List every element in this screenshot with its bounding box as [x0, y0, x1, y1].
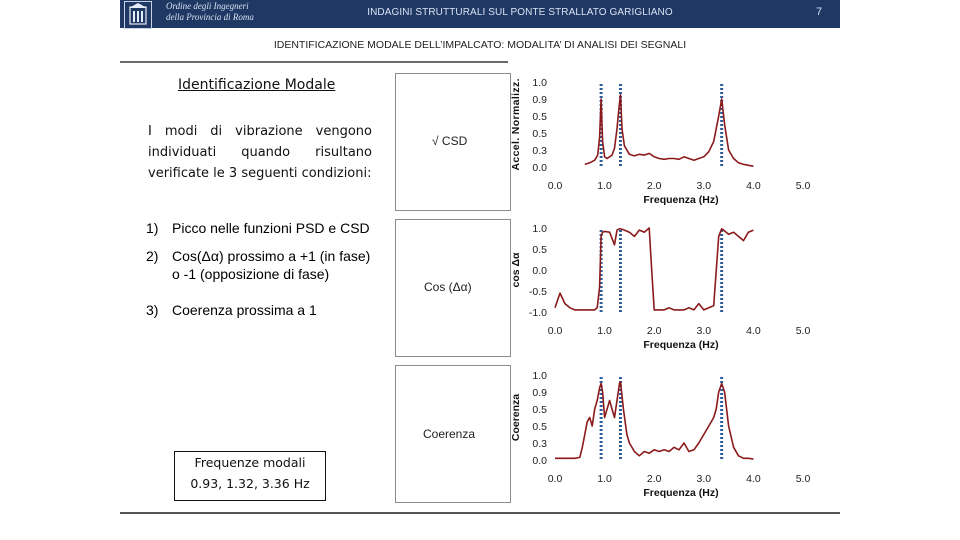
series-line — [555, 382, 753, 459]
y-tick-label: 0.3 — [532, 145, 547, 157]
x-tick-label: 5.0 — [795, 473, 811, 485]
x-axis-title: Frequenza (Hz) — [643, 487, 719, 499]
y-tick-label: 0.5 — [532, 244, 547, 256]
x-tick-label: 5.0 — [795, 180, 811, 192]
x-tick-label: 5.0 — [795, 325, 811, 337]
x-tick-label: 3.0 — [696, 180, 712, 192]
x-tick-label: 1.0 — [597, 473, 612, 485]
section-title: Identificazione Modale — [178, 77, 336, 93]
y-tick-label: 0.5 — [532, 128, 547, 140]
x-tick-label: 0.0 — [547, 180, 563, 192]
item-text: Picco nelle funzioni PSD e CSD — [172, 220, 370, 236]
y-tick-label: 0.0 — [532, 265, 547, 277]
item-text: Coerenza prossima a 1 — [172, 302, 317, 318]
item-text: Cos(Δα) prossimo a +1 (in fase) o -1 (opposizione di fase) — [172, 248, 371, 282]
presentation-title: INDAGINI STRUTTURALI SUL PONTE STRALLATO GARIGLIANO — [367, 7, 673, 18]
page-number: 7 — [816, 6, 823, 18]
y-tick-label: 0.9 — [532, 387, 547, 399]
x-tick-label: 4.0 — [746, 325, 761, 337]
x-tick-label: 0.0 — [547, 325, 563, 337]
series-line — [585, 95, 754, 166]
y-tick-label: -1.0 — [528, 307, 547, 319]
org-line-2: della Provincia di Roma — [166, 12, 254, 22]
y-tick-label: 1.0 — [532, 77, 547, 89]
x-tick-label: 4.0 — [746, 180, 761, 192]
x-tick-label: 3.0 — [696, 325, 712, 337]
y-tick-label: -0.5 — [528, 286, 547, 298]
freq-box-values: 0.93, 1.32, 3.36 Hz — [190, 476, 310, 491]
slide-subtitle: IDENTIFICAZIONE MODALE DELL’IMPALCATO: MODALITA’ DI ANALISI DEI SEGNALI — [273, 39, 687, 51]
x-tick-label: 2.0 — [646, 473, 662, 485]
x-tick-label: 2.0 — [646, 180, 662, 192]
item-number: 2) — [146, 248, 159, 264]
csd-label: √ CSD — [432, 134, 468, 148]
x-tick-label: 1.0 — [597, 180, 612, 192]
y-tick-label: 0.0 — [532, 455, 547, 467]
y-tick-label: 0.5 — [532, 111, 547, 123]
x-tick-label: 0.0 — [547, 473, 563, 485]
y-tick-label: 1.0 — [532, 370, 547, 382]
y-axis-title: Accel. Normalizz. — [510, 78, 522, 171]
intro-paragraph: I modi di vibrazione vengono individuati quando risultano verificate le 3 seguenti condizioni: — [148, 124, 372, 181]
y-tick-label: 0.0 — [532, 162, 547, 174]
item-number: 3) — [146, 302, 159, 318]
cos-label: Cos (Δα) — [424, 280, 472, 294]
x-tick-label: 4.0 — [746, 473, 761, 485]
x-tick-label: 2.0 — [646, 325, 662, 337]
freq-box-title: Frequenze modali — [194, 455, 306, 470]
y-tick-label: 1.0 — [532, 223, 547, 235]
y-tick-label: 0.9 — [532, 94, 547, 106]
x-axis-title: Frequenza (Hz) — [643, 339, 719, 351]
x-tick-label: 3.0 — [696, 473, 712, 485]
x-axis-title: Frequenza (Hz) — [643, 194, 719, 206]
x-tick-label: 1.0 — [597, 325, 612, 337]
series-line — [555, 228, 753, 310]
y-tick-label: 0.5 — [532, 421, 547, 433]
y-axis-title: cos Δα — [510, 252, 522, 288]
y-tick-label: 0.5 — [532, 404, 547, 416]
item-number: 1) — [146, 220, 159, 236]
y-axis-title: Coerenza — [510, 393, 522, 442]
y-tick-label: 0.3 — [532, 438, 547, 450]
org-line-1: Ordine degli Ingegneri — [166, 1, 249, 11]
coh-label: Coerenza — [423, 427, 476, 441]
